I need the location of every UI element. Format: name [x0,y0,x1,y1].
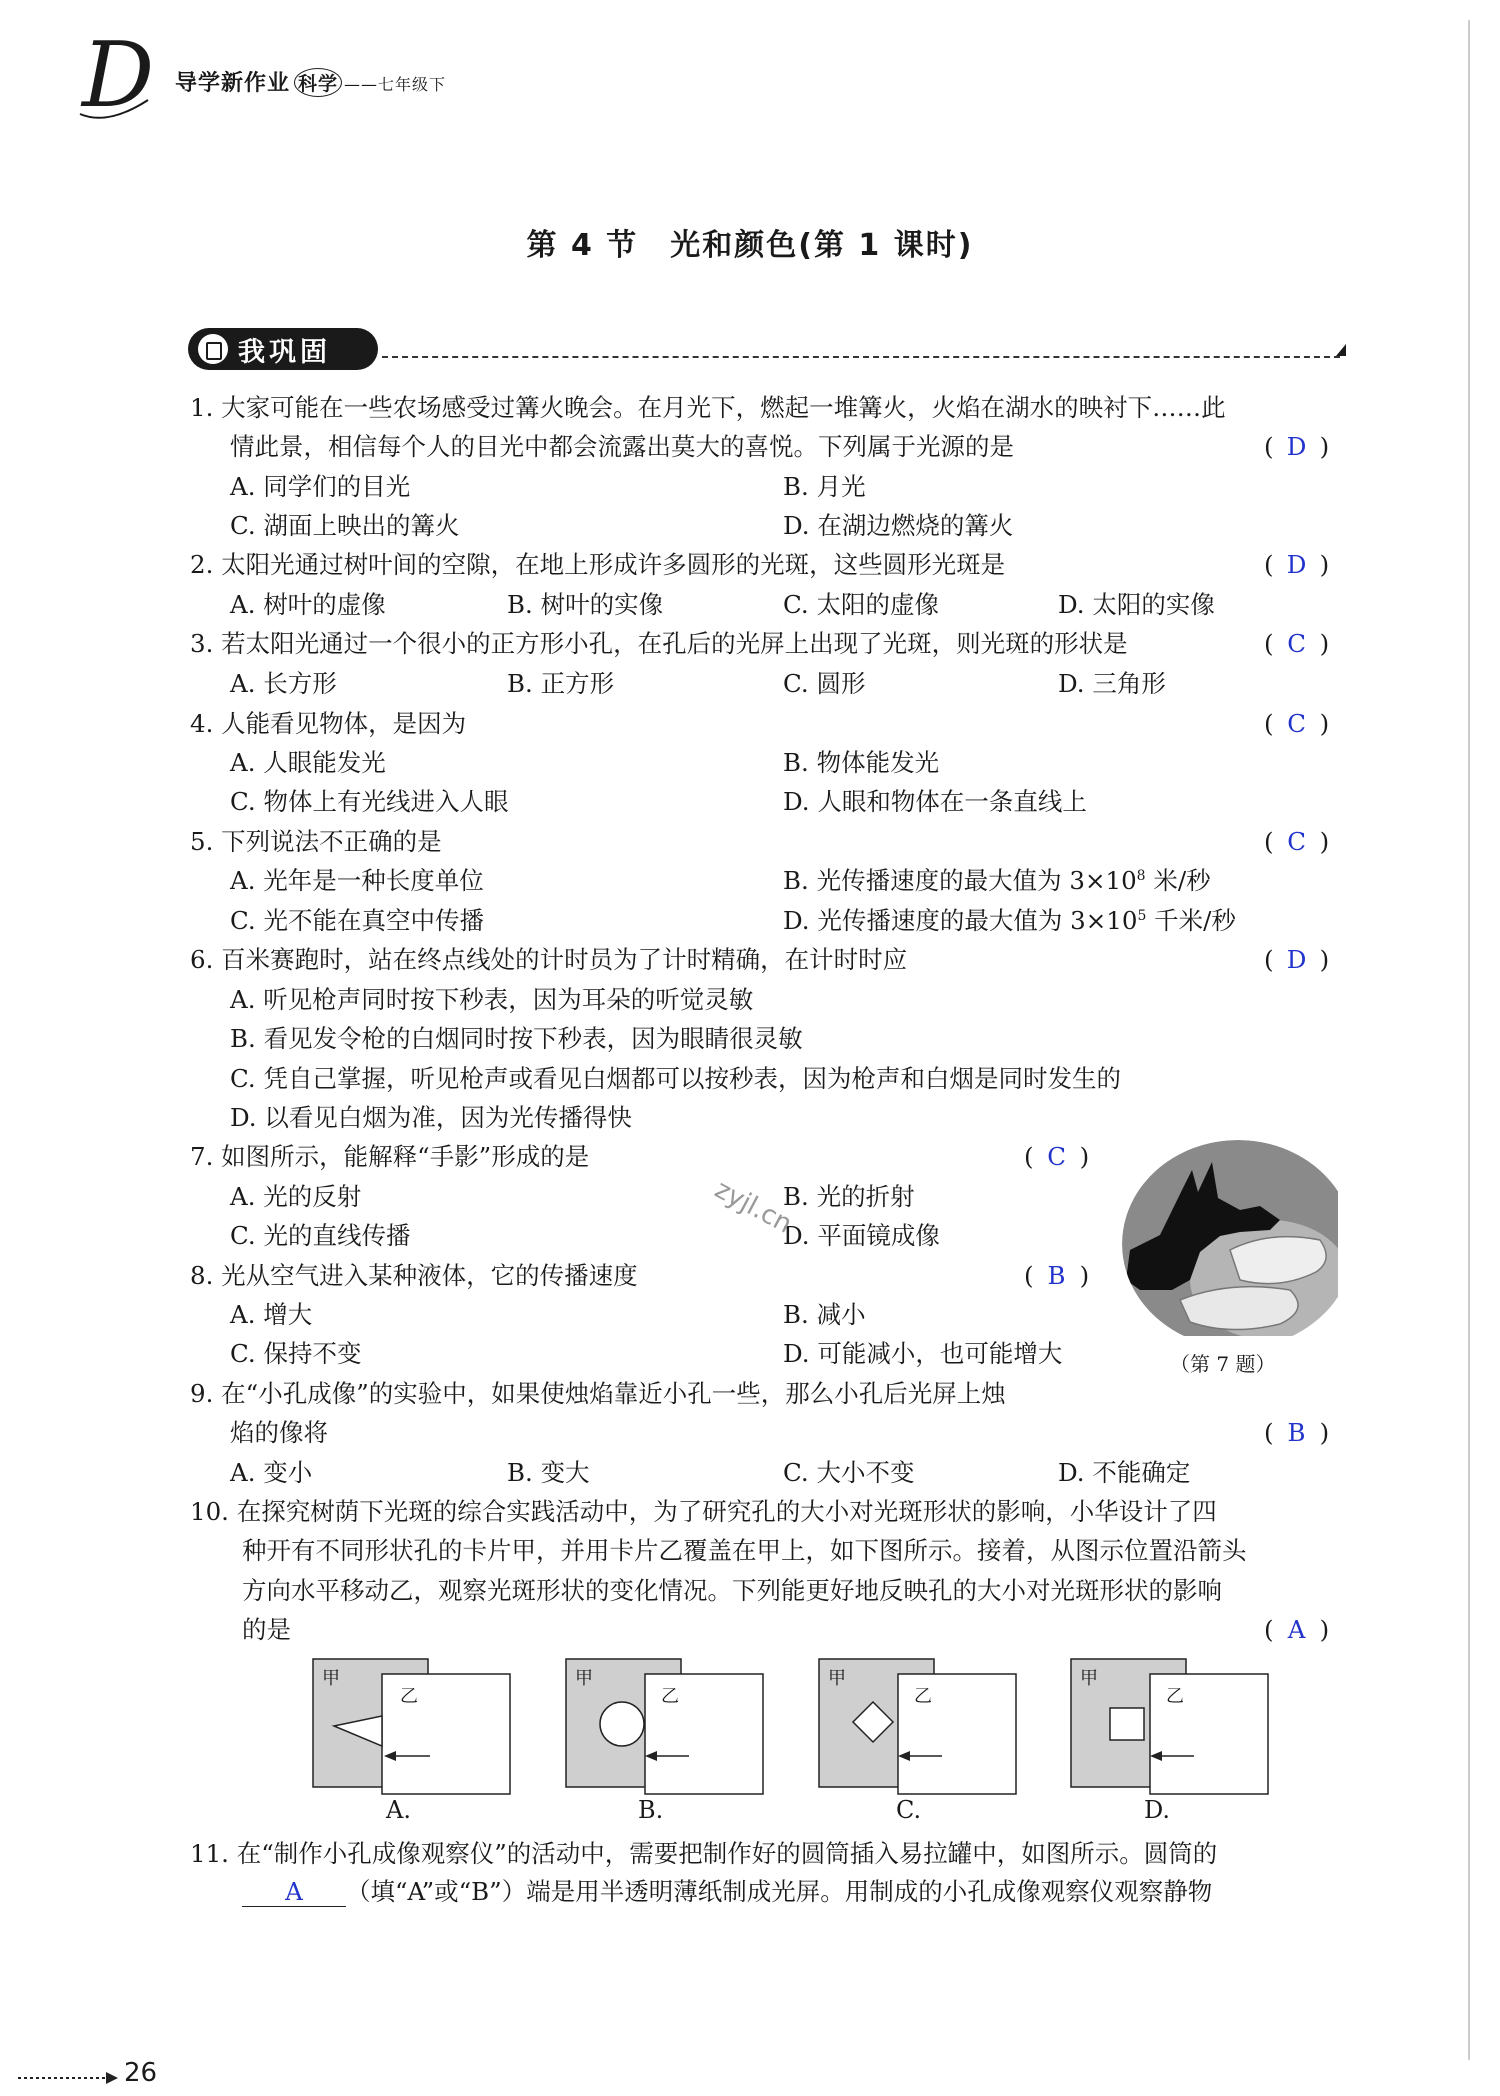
q1-option-d: D. 在湖边燃烧的篝火 [783,511,1014,540]
card-yi-label: 乙 [661,1686,679,1707]
q2-option-b: B. 树叶的实像 [507,590,664,619]
section-title: 第 4 节 光和颜色(第 1 课时) [526,228,974,263]
svg-text:D: D [82,30,155,128]
banner-label: 我巩固 [238,336,331,368]
q8-option-b: B. 减小 [783,1300,866,1329]
answer-6: ( D ) [1264,945,1330,974]
question-1-text-cont: 情此景，相信每个人的目光中都会流露出莫大的喜悦。下列属于光源的是 [230,432,1014,461]
q4-option-c: C. 物体上有光线进入人眼 [230,787,509,816]
q9-option-d: D. 不能确定 [1058,1458,1191,1487]
q9-option-a: A. 变小 [230,1458,313,1487]
answer-3: ( C ) [1264,629,1330,658]
question-11-text-cont: A （填“A”或“B”）端是用半透明薄纸制成光屏。用制成的小孔成像观察仪观察静物 [242,1874,1212,1910]
q1-option-b: B. 月光 [783,472,866,501]
page-number: 26 [124,2058,158,2088]
figure-10a-label: A. [386,1796,411,1824]
question-10-text: 10. 在探究树荫下光斑的综合实践活动中，为了研究孔的大小对光斑形状的影响，小华设计了四 [190,1497,1217,1526]
answer-1: ( D ) [1264,432,1330,461]
q3-option-a: A. 长方形 [230,669,337,698]
q2-option-d: D. 太阳的实像 [1058,590,1215,619]
card-pair-diamond [818,1658,1018,1798]
notebook-icon [198,334,228,364]
answer-9: ( B ) [1264,1418,1330,1447]
q3-option-d: D. 三角形 [1058,669,1166,698]
q3-option-b: B. 正方形 [507,669,615,698]
q7-option-b: B. 光的折射 [783,1182,915,1211]
q9-option-b: B. 变大 [507,1458,590,1487]
card-yi-label: 乙 [400,1686,418,1707]
card-jia-label: 甲 [1080,1668,1098,1689]
series-logo-d-icon [78,30,178,130]
section-banner [188,328,378,370]
answer-4: ( C ) [1264,709,1330,738]
fill-blank-answer: A [242,1878,346,1907]
card-yi-label: 乙 [914,1686,932,1707]
figure-10b-label: B. [638,1796,664,1824]
figure-10d-label: D. [1144,1796,1171,1824]
q8-option-c: C. 保持不变 [230,1339,362,1368]
question-11-text: 11. 在“制作小孔成像观察仪”的活动中，需要把制作好的圆筒插入易拉罐中，如图所示。圆筒的 [190,1839,1218,1868]
question-9-text: 9. 在“小孔成像”的实验中，如果使烛焰靠近小孔一些，那么小孔后光屏上烛 [190,1379,1006,1408]
card-pair-triangle [312,1658,512,1798]
card-pair-circle [565,1658,765,1798]
q8-option-a: A. 增大 [230,1300,313,1329]
q1-option-c: C. 湖面上映出的篝火 [230,511,460,540]
figure-7-caption: （第 7 题） [1170,1352,1276,1376]
q5-option-d: D. 光传播速度的最大值为 $3\times 10^5$ 千米/秒 [783,906,1236,935]
q7-option-c: C. 光的直线传播 [230,1221,411,1250]
question-10-text-cont-1: 种开有不同形状孔的卡片甲，并用卡片乙覆盖在甲上，如下图所示。接着，从图示位置沿箭头 [242,1536,1247,1565]
q2-option-a: A. 树叶的虚像 [230,590,386,619]
figure-10c [818,1658,1018,1798]
answer-5: ( C ) [1264,827,1330,856]
question-6-text: 6. 百米赛跑时，站在终点线处的计时员为了计时精确，在计时时应 [190,945,908,974]
answer-2: ( D ) [1264,550,1330,579]
q6-option-b: B. 看见发令枪的白烟同时按下秒表，因为眼睛很灵敏 [230,1024,803,1053]
answer-8: ( B ) [1024,1261,1090,1290]
card-pair-square [1070,1658,1270,1798]
question-10-text-cont-3: 的是 [242,1615,291,1644]
answer-10: ( A ) [1264,1615,1330,1644]
card-yi-label: 乙 [1166,1686,1184,1707]
banner-corner-mark [1336,344,1346,356]
q6-option-a: A. 听见枪声同时按下秒表，因为耳朵的听觉灵敏 [230,985,754,1014]
q6-option-c: C. 凭自己掌握，听见枪声或看见白烟都可以按秒表，因为枪声和白烟是同时发生的 [230,1064,1121,1093]
q3-option-c: C. 圆形 [783,669,866,698]
q9-option-c: C. 大小不变 [783,1458,915,1487]
hand-shadow-figure [1120,1140,1338,1336]
book-name: 导学新作业 [175,71,291,96]
q8-option-d: D. 可能减小，也可能增大 [783,1339,1063,1368]
q2-option-c: C. 太阳的虚像 [783,590,939,619]
q5-option-a: A. 光年是一种长度单位 [230,866,484,895]
q5-option-b: B. 光传播速度的最大值为 $3\times 10^8$ 米/秒 [783,866,1211,895]
question-2-text: 2. 太阳光通过树叶间的空隙，在地上形成许多圆形的光斑，这些圆形光斑是 [190,550,1006,579]
page-edge-rule [1468,20,1470,2060]
question-10-text-cont-2: 方向水平移动乙，观察光斑形状的变化情况。下列能更好地反映孔的大小对光斑形状的影响 [242,1576,1222,1605]
subject-badge: 科学 [294,68,342,97]
question-9-text-cont: 焰的像将 [230,1418,328,1447]
question-5-text: 5. 下列说法不正确的是 [190,827,442,856]
answer-7: ( C ) [1024,1142,1090,1171]
q4-option-b: B. 物体能发光 [783,748,940,777]
page-arrow-icon [18,2072,118,2084]
figure-10b [565,1658,765,1798]
grade-label: ——七年级下 [344,75,447,94]
question-4-text: 4. 人能看见物体，是因为 [190,709,467,738]
card-jia-label: 甲 [828,1668,846,1689]
q7-option-a: A. 光的反射 [230,1182,362,1211]
figure-10d [1070,1658,1270,1798]
figure-10c-label: C. [896,1796,922,1824]
book-title [175,66,446,97]
q6-option-d: D. 以看见白烟为准，因为光传播得快 [230,1103,632,1132]
question-8-text: 8. 光从空气进入某种液体，它的传播速度 [190,1261,638,1290]
banner-divider [382,356,1340,358]
watermark: zyjl.cn [709,1174,797,1240]
q1-option-a: A. 同学们的目光 [230,472,411,501]
question-7-text: 7. 如图所示，能解释“手影”形成的是 [190,1142,590,1171]
question-1-text: 1. 大家可能在一些农场感受过篝火晚会。在月光下，燃起一堆篝火，火焰在湖水的映衬下……此 [190,393,1226,422]
figure-10a [312,1658,512,1798]
question-3-text: 3. 若太阳光通过一个很小的正方形小孔，在孔后的光屏上出现了光斑，则光斑的形状是 [190,629,1128,658]
card-jia-label: 甲 [322,1668,340,1689]
q5-option-c: C. 光不能在真空中传播 [230,906,484,935]
q7-option-d: D. 平面镜成像 [783,1221,940,1250]
q4-option-d: D. 人眼和物体在一条直线上 [783,787,1087,816]
card-jia-label: 甲 [575,1668,593,1689]
q4-option-a: A. 人眼能发光 [230,748,386,777]
